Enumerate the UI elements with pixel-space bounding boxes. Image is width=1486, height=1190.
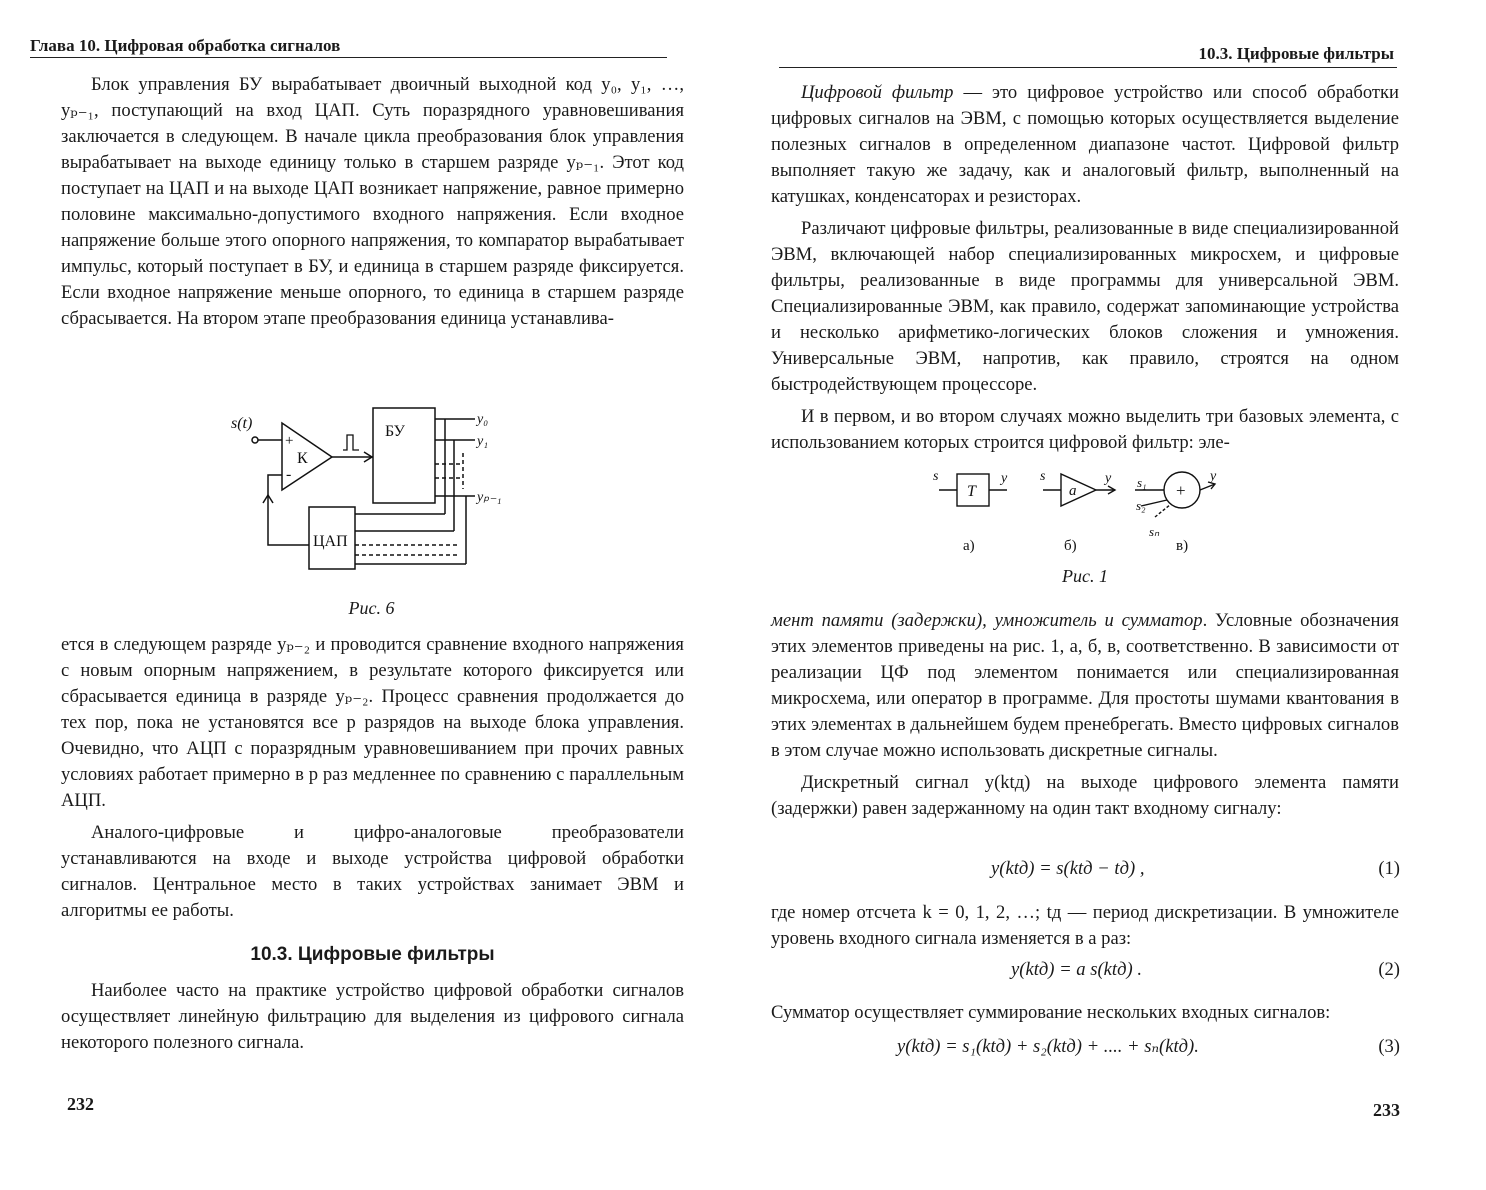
equation-3: y(ktд) = s₁(ktд) + s₂(ktд) + .... + sₙ(ktд).	[897, 1036, 1199, 1057]
control-block-label: БУ	[385, 423, 405, 440]
adc-circuit-diagram	[225, 405, 515, 580]
adder-input-s1-label: s₁	[1137, 475, 1147, 490]
equation-3-number: (3)	[1378, 1036, 1400, 1057]
paragraph-text: Сумматор осуществляет суммирование нескольких входных сигналов:	[771, 1002, 1331, 1023]
definition-paragraph	[771, 80, 1399, 210]
equation-2: y(ktд) = a s(ktд) .	[1011, 959, 1142, 980]
multiplier-symbol: a	[1069, 483, 1077, 499]
label-b: б)	[1064, 538, 1077, 554]
adder-symbol: +	[1176, 481, 1186, 500]
paragraph-text: И в первом, и во втором случаях можно выделить три базовых элемента, с использованием которых строится цифровой фильтр: эле-	[771, 406, 1399, 453]
paragraph-text: . Условные обозначения этих элементов приведены на рис. 1, а, б, в, соответственно. В зависимости от реализации ЦФ под элементом понимается или специализированная микросхема, или оператор в программе. Для простоты шумами квантования в этих элементах в дальнейшем будем пренебрегать. Вместо цифровых сигналов в этом случае можно использовать дискретные сигналы.	[771, 610, 1399, 761]
element-terms: мент памяти (задержки), умножитель и сумматор	[771, 610, 1203, 631]
adder-output-label: y	[1210, 469, 1217, 484]
dac-label: ЦАП	[313, 533, 348, 550]
paragraph	[61, 978, 684, 1056]
right-page	[743, 0, 1486, 1190]
multiplier-output-label: y	[1105, 471, 1112, 486]
adder-input-s2-label: s₂	[1136, 498, 1146, 513]
paragraph-group	[61, 632, 684, 924]
paragraph-text: Блок управления БУ вырабатывает двоичный выходной код y₀, y₁, …, yₚ₋₁, поступающий на вход ЦАП. Суть поразрядного уравновешивания заключается в следующем. В начале цикла преобразования блок управления вырабатывает на выходе единицу только в старшем разряде yₚ₋₁. Этот код поступает на ЦАП и на выходе ЦАП возникает напряжение, равное примерно половине максимально-допустимого входного напряжения. Если входное напряжение больше этого опорного напряжения, то компаратор вырабатывает импульс, который поступает в БУ, и единица в старшем разряде фиксируется. Если входное напряжение меньше опорного, то единица в старшем разряде сбрасывается. На втором этапе преобразования единица устанавлива-	[61, 74, 684, 329]
paragraph-text: — это цифровое устройство или способ обработки цифровых сигналов на ЭВМ, с помощью которых осуществляется выделение полезных сигналов в определенном диапазоне частот. Цифровой фильтр выполняет такую же задачу, как и аналоговый фильтр, выполненный на катушках, конденсаторах и резисторах.	[771, 82, 1399, 207]
output-last-label: yₚ₋₁	[477, 490, 502, 505]
paragraph-text: Различают цифровые фильтры, реализованные в виде специализированной ЭВМ, включающей набор специализированных микросхем, и цифровые фильтры, реализованные в виде программы для универсальной ЭВМ. Специализированные ЭВМ, как правило, содержат запоминающие устройства и несколько арифметико-логических блоков сложения и умножения. Универсальные ЭВМ, напротив, как правило, строятся на одном быстродействующем процессоре.	[771, 218, 1399, 395]
input-label: s(t)	[231, 415, 253, 432]
equation-1: y(ktд) = s(ktд − tд) ,	[991, 858, 1145, 879]
delay-symbol: T	[967, 483, 976, 500]
label-a: а)	[963, 538, 975, 554]
page-number: 233	[1373, 1100, 1400, 1120]
paragraph-text: ется в следующем разряде yₚ₋₂ и проводится сравнение входного напряжения с новым опорным напряжением, в результате которого фиксируется или сбрасывается единица в разряде yₚ₋₂. Процесс сравнения продолжается до тех пор, пока не установятся все p разрядов на выходе блока управления. Очевидно, что АЦП с поразрядным уравновешиванием при прочих равных условиях работает примерно в p раз медленнее по сравнению с параллельным АЦП.	[61, 634, 684, 811]
paragraph-group	[771, 608, 1399, 822]
figure-caption: Рис. 1	[1062, 566, 1108, 586]
header-rule	[779, 67, 1397, 68]
equation-1-number: (1)	[1378, 858, 1400, 879]
figure-caption: Рис. 6	[348, 598, 395, 618]
multiplier-input-label: s	[1040, 469, 1046, 484]
comparator-label: К	[297, 450, 308, 467]
label-c: в)	[1176, 538, 1189, 554]
defined-term: Цифровой фильтр	[801, 82, 954, 103]
plus-label: +	[285, 433, 294, 449]
paragraph-text: Наиболее часто на практике устройство цифровой обработки сигналов осуществляет линейную фильтрацию для выделения из цифрового сигнала некоторого полезного сигнала.	[61, 980, 684, 1053]
equation-2-number: (2)	[1378, 959, 1400, 980]
delay-output-label: y	[1001, 471, 1008, 486]
section-heading: 10.3. Цифровые фильтры	[250, 944, 495, 965]
output-y0-label: y₀	[477, 412, 489, 427]
header-rule	[30, 57, 667, 58]
adder-input-sn-label: sₙ	[1149, 524, 1160, 539]
paragraph-group	[771, 80, 1399, 456]
page-number: 232	[67, 1094, 94, 1114]
paragraph	[771, 900, 1399, 952]
delay-input-label: s	[933, 469, 939, 484]
running-head: Глава 10. Цифровая обработка сигналов	[30, 36, 341, 55]
output-y1-label: y₁	[477, 434, 489, 449]
paragraph	[771, 1000, 1399, 1026]
minus-label: -	[286, 466, 292, 483]
paragraph	[61, 72, 684, 332]
terms-paragraph	[771, 608, 1399, 764]
paragraph-text: где номер отсчета k = 0, 1, 2, …; tд — период дискретизации. В умножителе уровень входного сигнала изменяется в a раз:	[771, 902, 1399, 949]
paragraph-text: Аналого-цифровые и цифро-аналоговые преобразователи устанавливаются на входе и выходе устройства цифровой обработки сигналов. Центральное место в таких устройствах занимает ЭВМ и алгоритмы ее работы.	[61, 822, 684, 921]
paragraph-text: Дискретный сигнал y(ktд) на выходе цифрового элемента памяти (задержки) равен задержанному на один такт входному сигналу:	[771, 772, 1399, 819]
running-head: 10.3. Цифровые фильтры	[1198, 44, 1394, 63]
basic-elements-diagram	[923, 462, 1223, 562]
